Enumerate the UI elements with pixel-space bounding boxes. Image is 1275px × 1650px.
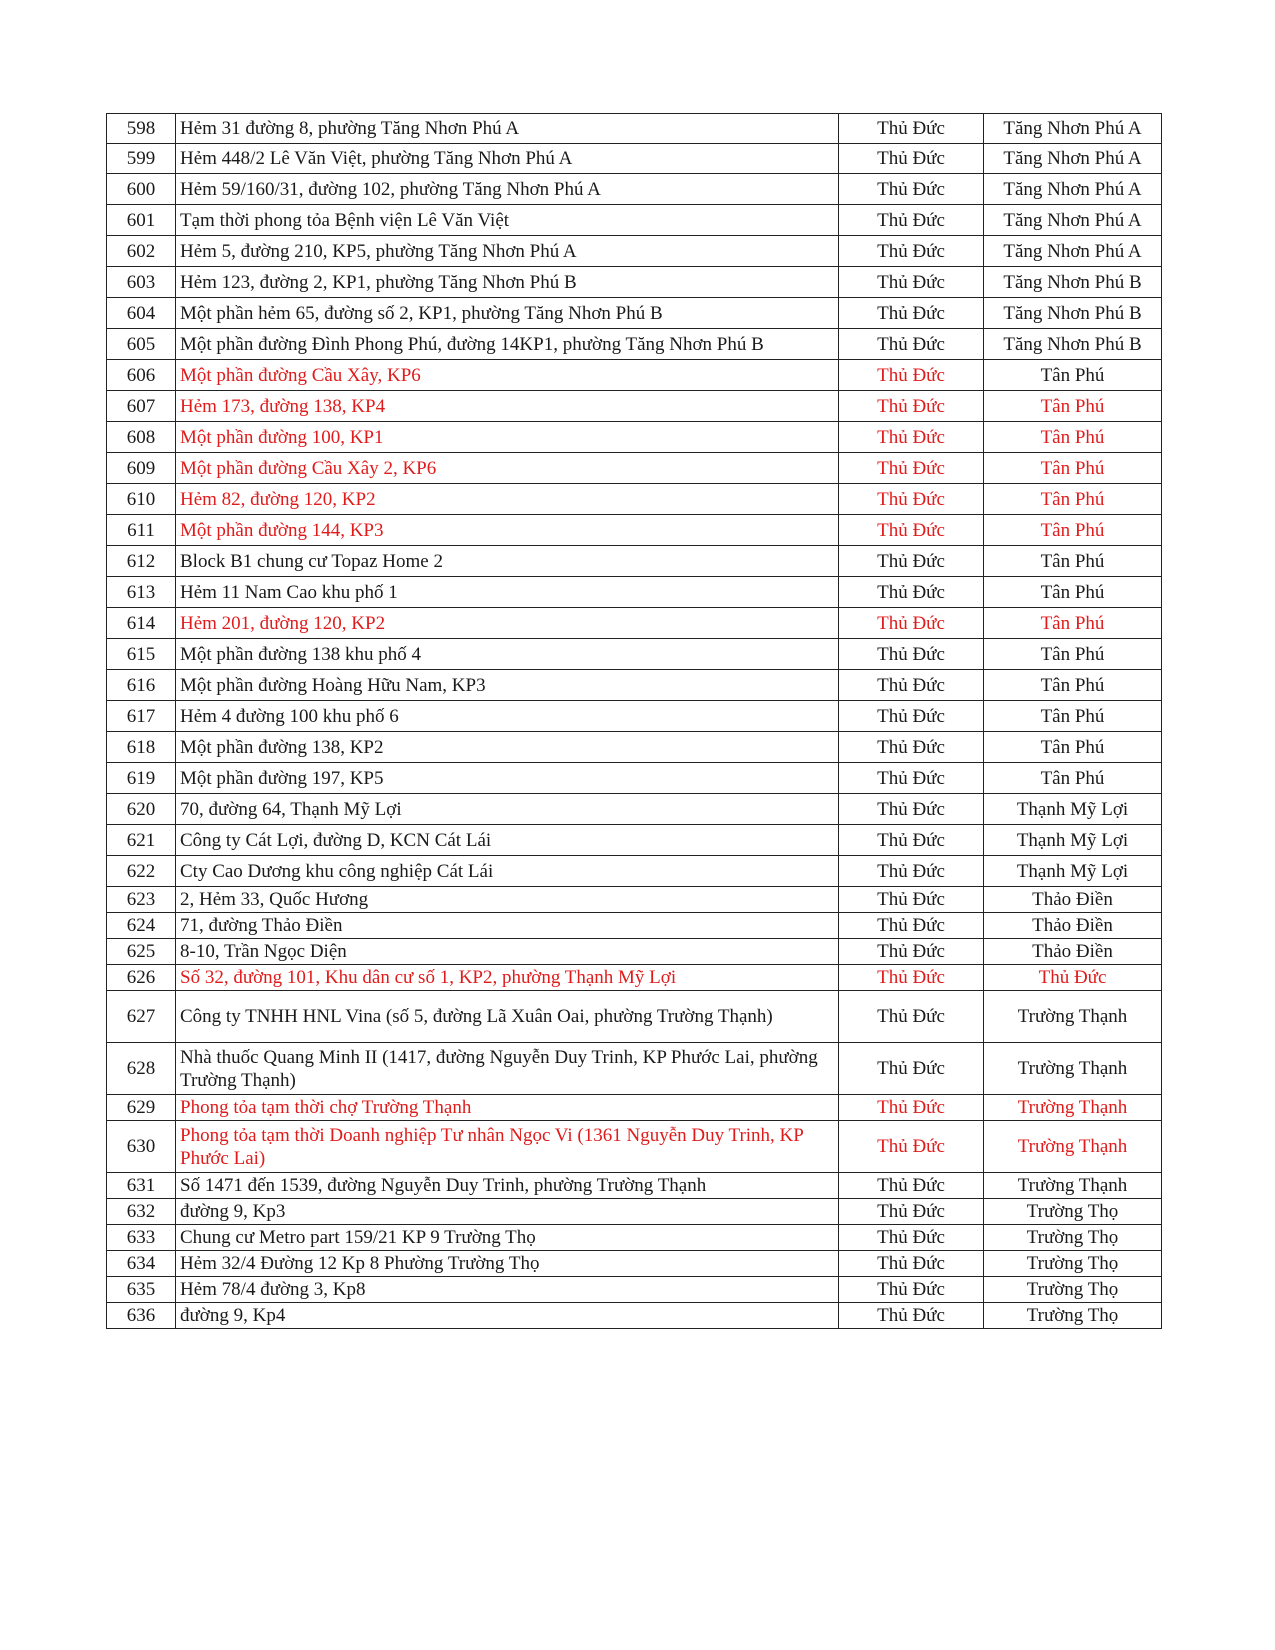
row-number-cell: 612 (107, 546, 176, 577)
district-cell: Thủ Đức (839, 422, 984, 453)
district-cell: Thủ Đức (839, 991, 984, 1043)
ward-cell: Tăng Nhơn Phú B (984, 267, 1162, 298)
ward-cell: Tăng Nhơn Phú B (984, 298, 1162, 329)
address-cell: Hẻm 82, đường 120, KP2 (176, 484, 839, 515)
address-cell: Một phần đường 138 khu phố 4 (176, 639, 839, 670)
row-number-cell: 609 (107, 453, 176, 484)
row-number-cell: 599 (107, 144, 176, 174)
table-row (107, 1303, 1162, 1329)
row-number-cell: 610 (107, 484, 176, 515)
row-number-cell: 634 (107, 1251, 176, 1277)
district-cell: Thủ Đức (839, 360, 984, 391)
table-row (107, 887, 1162, 913)
address-cell: Hẻm 78/4 đường 3, Kp8 (176, 1277, 839, 1303)
table-row (107, 1095, 1162, 1121)
address-cell: Hẻm 4 đường 100 khu phố 6 (176, 701, 839, 732)
district-cell: Thủ Đức (839, 670, 984, 701)
row-number-cell: 619 (107, 763, 176, 794)
table-row (107, 763, 1162, 794)
table-row (107, 1043, 1162, 1095)
table-row (107, 114, 1162, 144)
table-row (107, 515, 1162, 546)
district-cell: Thủ Đức (839, 453, 984, 484)
district-cell: Thủ Đức (839, 1173, 984, 1199)
table-row (107, 670, 1162, 701)
row-number-cell: 636 (107, 1303, 176, 1329)
row-number-cell: 608 (107, 422, 176, 453)
row-number-cell: 615 (107, 639, 176, 670)
district-cell: Thủ Đức (839, 174, 984, 205)
row-number-cell: 613 (107, 577, 176, 608)
address-cell: Tạm thời phong tỏa Bệnh viện Lê Văn Việt (176, 205, 839, 236)
address-cell: 2, Hẻm 33, Quốc Hương (176, 887, 839, 913)
ward-cell: Trường Thọ (984, 1277, 1162, 1303)
district-cell: Thủ Đức (839, 1095, 984, 1121)
ward-cell: Thảo Điền (984, 913, 1162, 939)
address-cell: Số 1471 đến 1539, đường Nguyễn Duy Trinh, phường Trường Thạnh (176, 1173, 839, 1199)
district-cell: Thủ Đức (839, 825, 984, 856)
row-number-cell: 628 (107, 1043, 176, 1095)
address-cell: Nhà thuốc Quang Minh II (1417, đường Nguyễn Duy Trinh, KP Phước Lai, phường Trường Thạnh) (176, 1043, 839, 1095)
ward-cell: Tân Phú (984, 546, 1162, 577)
district-cell: Thủ Đức (839, 639, 984, 670)
address-cell: Hẻm 173, đường 138, KP4 (176, 391, 839, 422)
row-number-cell: 631 (107, 1173, 176, 1199)
ward-cell: Tân Phú (984, 453, 1162, 484)
ward-cell: Trường Thọ (984, 1199, 1162, 1225)
table-row (107, 913, 1162, 939)
ward-cell: Tân Phú (984, 701, 1162, 732)
row-number-cell: 606 (107, 360, 176, 391)
table-row (107, 329, 1162, 360)
ward-cell: Trường Thạnh (984, 991, 1162, 1043)
ward-cell: Trường Thạnh (984, 1095, 1162, 1121)
table-row (107, 453, 1162, 484)
address-cell: Một phần đường Cầu Xây 2, KP6 (176, 453, 839, 484)
ward-cell: Thạnh Mỹ Lợi (984, 825, 1162, 856)
address-cell: Hẻm 11 Nam Cao khu phố 1 (176, 577, 839, 608)
table-row (107, 1173, 1162, 1199)
row-number-cell: 601 (107, 205, 176, 236)
address-cell: Hẻm 31 đường 8, phường Tăng Nhơn Phú A (176, 114, 839, 144)
row-number-cell: 620 (107, 794, 176, 825)
ward-cell: Trường Thạnh (984, 1043, 1162, 1095)
ward-cell: Trường Thọ (984, 1251, 1162, 1277)
ward-cell: Tân Phú (984, 577, 1162, 608)
district-cell: Thủ Đức (839, 763, 984, 794)
district-cell: Thủ Đức (839, 1251, 984, 1277)
district-cell: Thủ Đức (839, 298, 984, 329)
row-number-cell: 624 (107, 913, 176, 939)
table-row (107, 794, 1162, 825)
district-cell: Thủ Đức (839, 144, 984, 174)
district-cell: Thủ Đức (839, 701, 984, 732)
address-cell: Một phần đường 144, KP3 (176, 515, 839, 546)
address-cell: Hẻm 123, đường 2, KP1, phường Tăng Nhơn Phú B (176, 267, 839, 298)
district-cell: Thủ Đức (839, 267, 984, 298)
address-cell: đường 9, Kp3 (176, 1199, 839, 1225)
row-number-cell: 618 (107, 732, 176, 763)
district-cell: Thủ Đức (839, 577, 984, 608)
address-cell: Cty Cao Dương khu công nghiệp Cát Lái (176, 856, 839, 887)
table-row (107, 546, 1162, 577)
ward-cell: Tân Phú (984, 484, 1162, 515)
address-cell: Một phần đường Cầu Xây, KP6 (176, 360, 839, 391)
row-number-cell: 602 (107, 236, 176, 267)
district-cell: Thủ Đức (839, 913, 984, 939)
row-number-cell: 616 (107, 670, 176, 701)
address-cell: Một phần đường Đình Phong Phú, đường 14KP1, phường Tăng Nhơn Phú B (176, 329, 839, 360)
address-cell: 71, đường Thảo Điền (176, 913, 839, 939)
address-cell: Block B1 chung cư Topaz Home 2 (176, 546, 839, 577)
row-number-cell: 622 (107, 856, 176, 887)
row-number-cell: 625 (107, 939, 176, 965)
address-cell: Hẻm 32/4 Đường 12 Kp 8 Phường Trường Thọ (176, 1251, 839, 1277)
address-cell: Hẻm 448/2 Lê Văn Việt, phường Tăng Nhơn Phú A (176, 144, 839, 174)
row-number-cell: 605 (107, 329, 176, 360)
district-cell: Thủ Đức (839, 1121, 984, 1173)
table-row (107, 267, 1162, 298)
district-cell: Thủ Đức (839, 732, 984, 763)
address-cell: Hẻm 59/160/31, đường 102, phường Tăng Nhơn Phú A (176, 174, 839, 205)
ward-cell: Tân Phú (984, 732, 1162, 763)
row-number-cell: 635 (107, 1277, 176, 1303)
locations-table (106, 113, 1162, 1329)
ward-cell: Tân Phú (984, 763, 1162, 794)
address-cell: Chung cư Metro part 159/21 KP 9 Trường Thọ (176, 1225, 839, 1251)
row-number-cell: 633 (107, 1225, 176, 1251)
address-cell: Một phần đường 100, KP1 (176, 422, 839, 453)
address-cell: Hẻm 201, đường 120, KP2 (176, 608, 839, 639)
address-cell: Một phần đường 197, KP5 (176, 763, 839, 794)
row-number-cell: 632 (107, 1199, 176, 1225)
table-row (107, 965, 1162, 991)
table-row (107, 1225, 1162, 1251)
table-row (107, 1251, 1162, 1277)
district-cell: Thủ Đức (839, 329, 984, 360)
table-row (107, 701, 1162, 732)
table-body (107, 114, 1162, 1329)
ward-cell: Tăng Nhơn Phú A (984, 174, 1162, 205)
district-cell: Thủ Đức (839, 391, 984, 422)
address-cell: 8-10, Trần Ngọc Diện (176, 939, 839, 965)
ward-cell: Trường Thọ (984, 1303, 1162, 1329)
table-row (107, 174, 1162, 205)
table-row (107, 825, 1162, 856)
row-number-cell: 611 (107, 515, 176, 546)
table-row (107, 856, 1162, 887)
address-cell: Một phần đường 138, KP2 (176, 732, 839, 763)
district-cell: Thủ Đức (839, 939, 984, 965)
row-number-cell: 617 (107, 701, 176, 732)
ward-cell: Tăng Nhơn Phú A (984, 205, 1162, 236)
ward-cell: Tăng Nhơn Phú B (984, 329, 1162, 360)
table-row (107, 391, 1162, 422)
district-cell: Thủ Đức (839, 856, 984, 887)
address-cell: Phong tỏa tạm thời chợ Trường Thạnh (176, 1095, 839, 1121)
ward-cell: Thủ Đức (984, 965, 1162, 991)
district-cell: Thủ Đức (839, 546, 984, 577)
table-row (107, 1199, 1162, 1225)
row-number-cell: 614 (107, 608, 176, 639)
ward-cell: Thảo Điền (984, 887, 1162, 913)
district-cell: Thủ Đức (839, 887, 984, 913)
table-row (107, 939, 1162, 965)
table-row (107, 205, 1162, 236)
row-number-cell: 604 (107, 298, 176, 329)
table-row (107, 298, 1162, 329)
ward-cell: Thạnh Mỹ Lợi (984, 856, 1162, 887)
row-number-cell: 600 (107, 174, 176, 205)
table-row (107, 608, 1162, 639)
row-number-cell: 621 (107, 825, 176, 856)
table-row (107, 577, 1162, 608)
district-cell: Thủ Đức (839, 205, 984, 236)
ward-cell: Tân Phú (984, 391, 1162, 422)
table-row (107, 484, 1162, 515)
district-cell: Thủ Đức (839, 1277, 984, 1303)
district-cell: Thủ Đức (839, 1303, 984, 1329)
address-cell: đường 9, Kp4 (176, 1303, 839, 1329)
row-number-cell: 603 (107, 267, 176, 298)
address-cell: Công ty Cát Lợi, đường D, KCN Cát Lái (176, 825, 839, 856)
district-cell: Thủ Đức (839, 965, 984, 991)
row-number-cell: 607 (107, 391, 176, 422)
table-row (107, 991, 1162, 1043)
address-cell: Công ty TNHH HNL Vina (số 5, đường Lã Xuân Oai, phường Trường Thạnh) (176, 991, 839, 1043)
row-number-cell: 627 (107, 991, 176, 1043)
ward-cell: Tân Phú (984, 360, 1162, 391)
address-cell: 70, đường 64, Thạnh Mỹ Lợi (176, 794, 839, 825)
address-cell: Hẻm 5, đường 210, KP5, phường Tăng Nhơn Phú A (176, 236, 839, 267)
address-cell: Số 32, đường 101, Khu dân cư số 1, KP2, phường Thạnh Mỹ Lợi (176, 965, 839, 991)
district-cell: Thủ Đức (839, 1199, 984, 1225)
row-number-cell: 626 (107, 965, 176, 991)
table-row (107, 236, 1162, 267)
ward-cell: Trường Thạnh (984, 1121, 1162, 1173)
district-cell: Thủ Đức (839, 1225, 984, 1251)
table-row (107, 1121, 1162, 1173)
district-cell: Thủ Đức (839, 794, 984, 825)
ward-cell: Tân Phú (984, 608, 1162, 639)
district-cell: Thủ Đức (839, 1043, 984, 1095)
ward-cell: Tăng Nhơn Phú A (984, 114, 1162, 144)
district-cell: Thủ Đức (839, 608, 984, 639)
table-row (107, 1277, 1162, 1303)
district-cell: Thủ Đức (839, 484, 984, 515)
address-cell: Một phần đường Hoàng Hữu Nam, KP3 (176, 670, 839, 701)
ward-cell: Tân Phú (984, 515, 1162, 546)
ward-cell: Tân Phú (984, 639, 1162, 670)
ward-cell: Trường Thọ (984, 1225, 1162, 1251)
table-row (107, 639, 1162, 670)
row-number-cell: 598 (107, 114, 176, 144)
ward-cell: Tăng Nhơn Phú A (984, 236, 1162, 267)
ward-cell: Trường Thạnh (984, 1173, 1162, 1199)
ward-cell: Tân Phú (984, 670, 1162, 701)
district-cell: Thủ Đức (839, 114, 984, 144)
table-row (107, 422, 1162, 453)
table-row (107, 360, 1162, 391)
ward-cell: Tân Phú (984, 422, 1162, 453)
table-row (107, 732, 1162, 763)
table-row (107, 144, 1162, 174)
district-cell: Thủ Đức (839, 236, 984, 267)
address-cell: Một phần hẻm 65, đường số 2, KP1, phường Tăng Nhơn Phú B (176, 298, 839, 329)
district-cell: Thủ Đức (839, 515, 984, 546)
ward-cell: Thảo Điền (984, 939, 1162, 965)
ward-cell: Tăng Nhơn Phú A (984, 144, 1162, 174)
ward-cell: Thạnh Mỹ Lợi (984, 794, 1162, 825)
row-number-cell: 623 (107, 887, 176, 913)
row-number-cell: 629 (107, 1095, 176, 1121)
address-cell: Phong tỏa tạm thời Doanh nghiệp Tư nhân Ngọc Vi (1361 Nguyễn Duy Trinh, KP Phước Lai) (176, 1121, 839, 1173)
row-number-cell: 630 (107, 1121, 176, 1173)
